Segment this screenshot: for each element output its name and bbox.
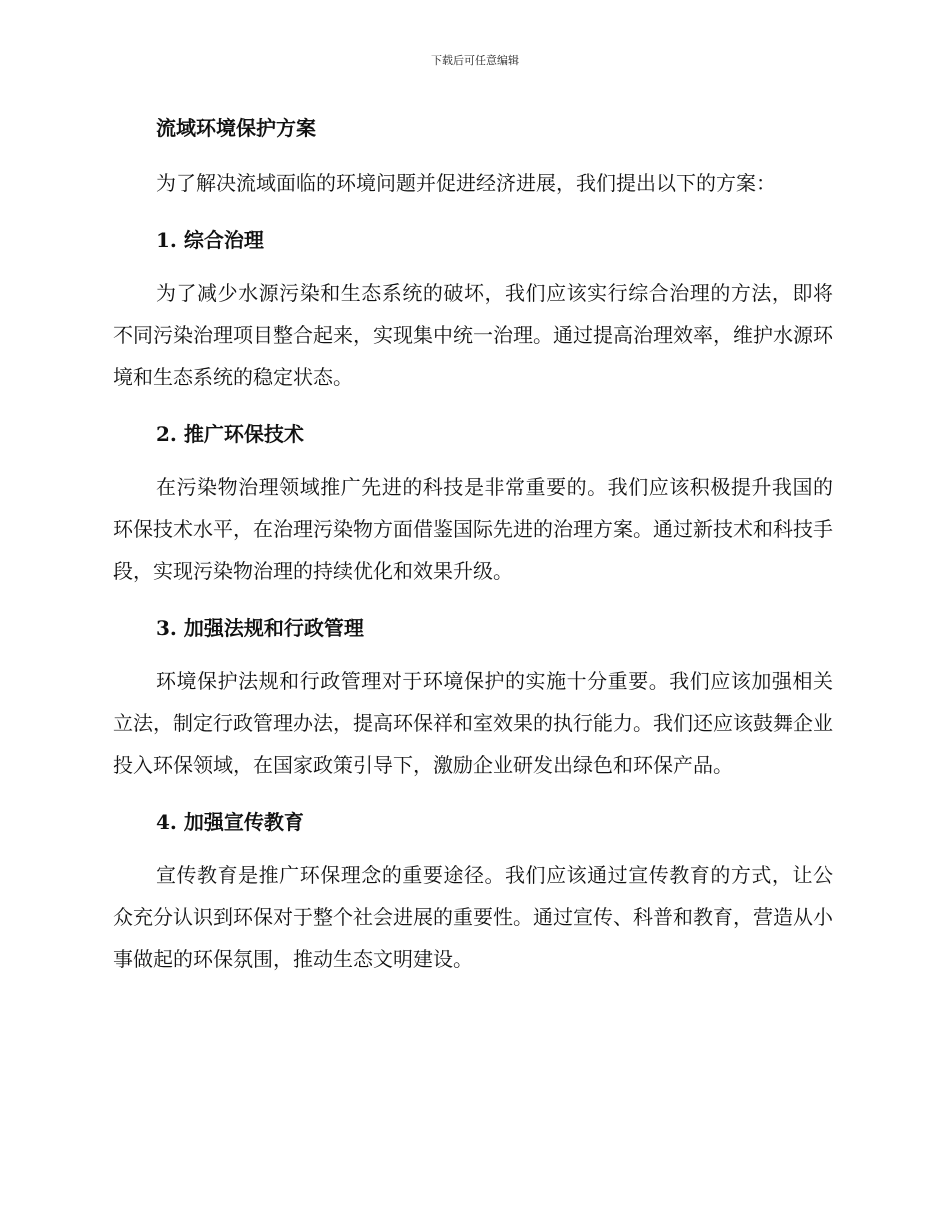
section-heading: 4. 加强宣传教育 [156, 810, 304, 834]
section-comprehensive-governance [113, 220, 833, 398]
section-paragraph: 在污染物治理领域推广先进的科技是非常重要的。我们应该积极提升我国的环保技术水平，在治理污染物方面借鉴国际先进的治理方案。通过新技术和科技手段，实现污染物治理的持续优化和效果升级。 [113, 475, 833, 583]
section-paragraph: 环境保护法规和行政管理对于环境保护的实施十分重要。我们应该加强相关立法，制定行政管理办法，提高环保祥和室效果的执行能力。我们还应该鼓舞企业投入环保领域，在国家政策引导下，激励企业研发出绿色和环保产品。 [113, 669, 833, 777]
document-title: 流域环境保护方案 [156, 116, 316, 140]
section-publicity-education [113, 802, 833, 980]
document-body [113, 108, 833, 980]
section-heading: 3. 加强法规和行政管理 [156, 616, 364, 640]
section-regulation-management [113, 608, 833, 786]
section-paragraph: 为了减少水源污染和生态系统的破坏，我们应该实行综合治理的方法，即将不同污染治理项目整合起来，实现集中统一治理。通过提高治理效率，维护水源环境和生态系统的稳定状态。 [113, 281, 833, 389]
page-header-note: 下载后可任意编辑 [431, 54, 519, 67]
intro-paragraph: 为了解决流域面临的环境问题并促进经济进展，我们提出以下的方案： [156, 171, 776, 195]
section-heading: 1. 综合治理 [156, 228, 264, 252]
section-promote-technology [113, 414, 833, 592]
section-paragraph: 宣传教育是推广环保理念的重要途径。我们应该通过宣传教育的方式，让公众充分认识到环保对于整个社会进展的重要性。通过宣传、科普和教育，营造从小事做起的环保氛围，推动生态文明建设。 [113, 863, 833, 971]
section-heading: 2. 推广环保技术 [156, 422, 304, 446]
